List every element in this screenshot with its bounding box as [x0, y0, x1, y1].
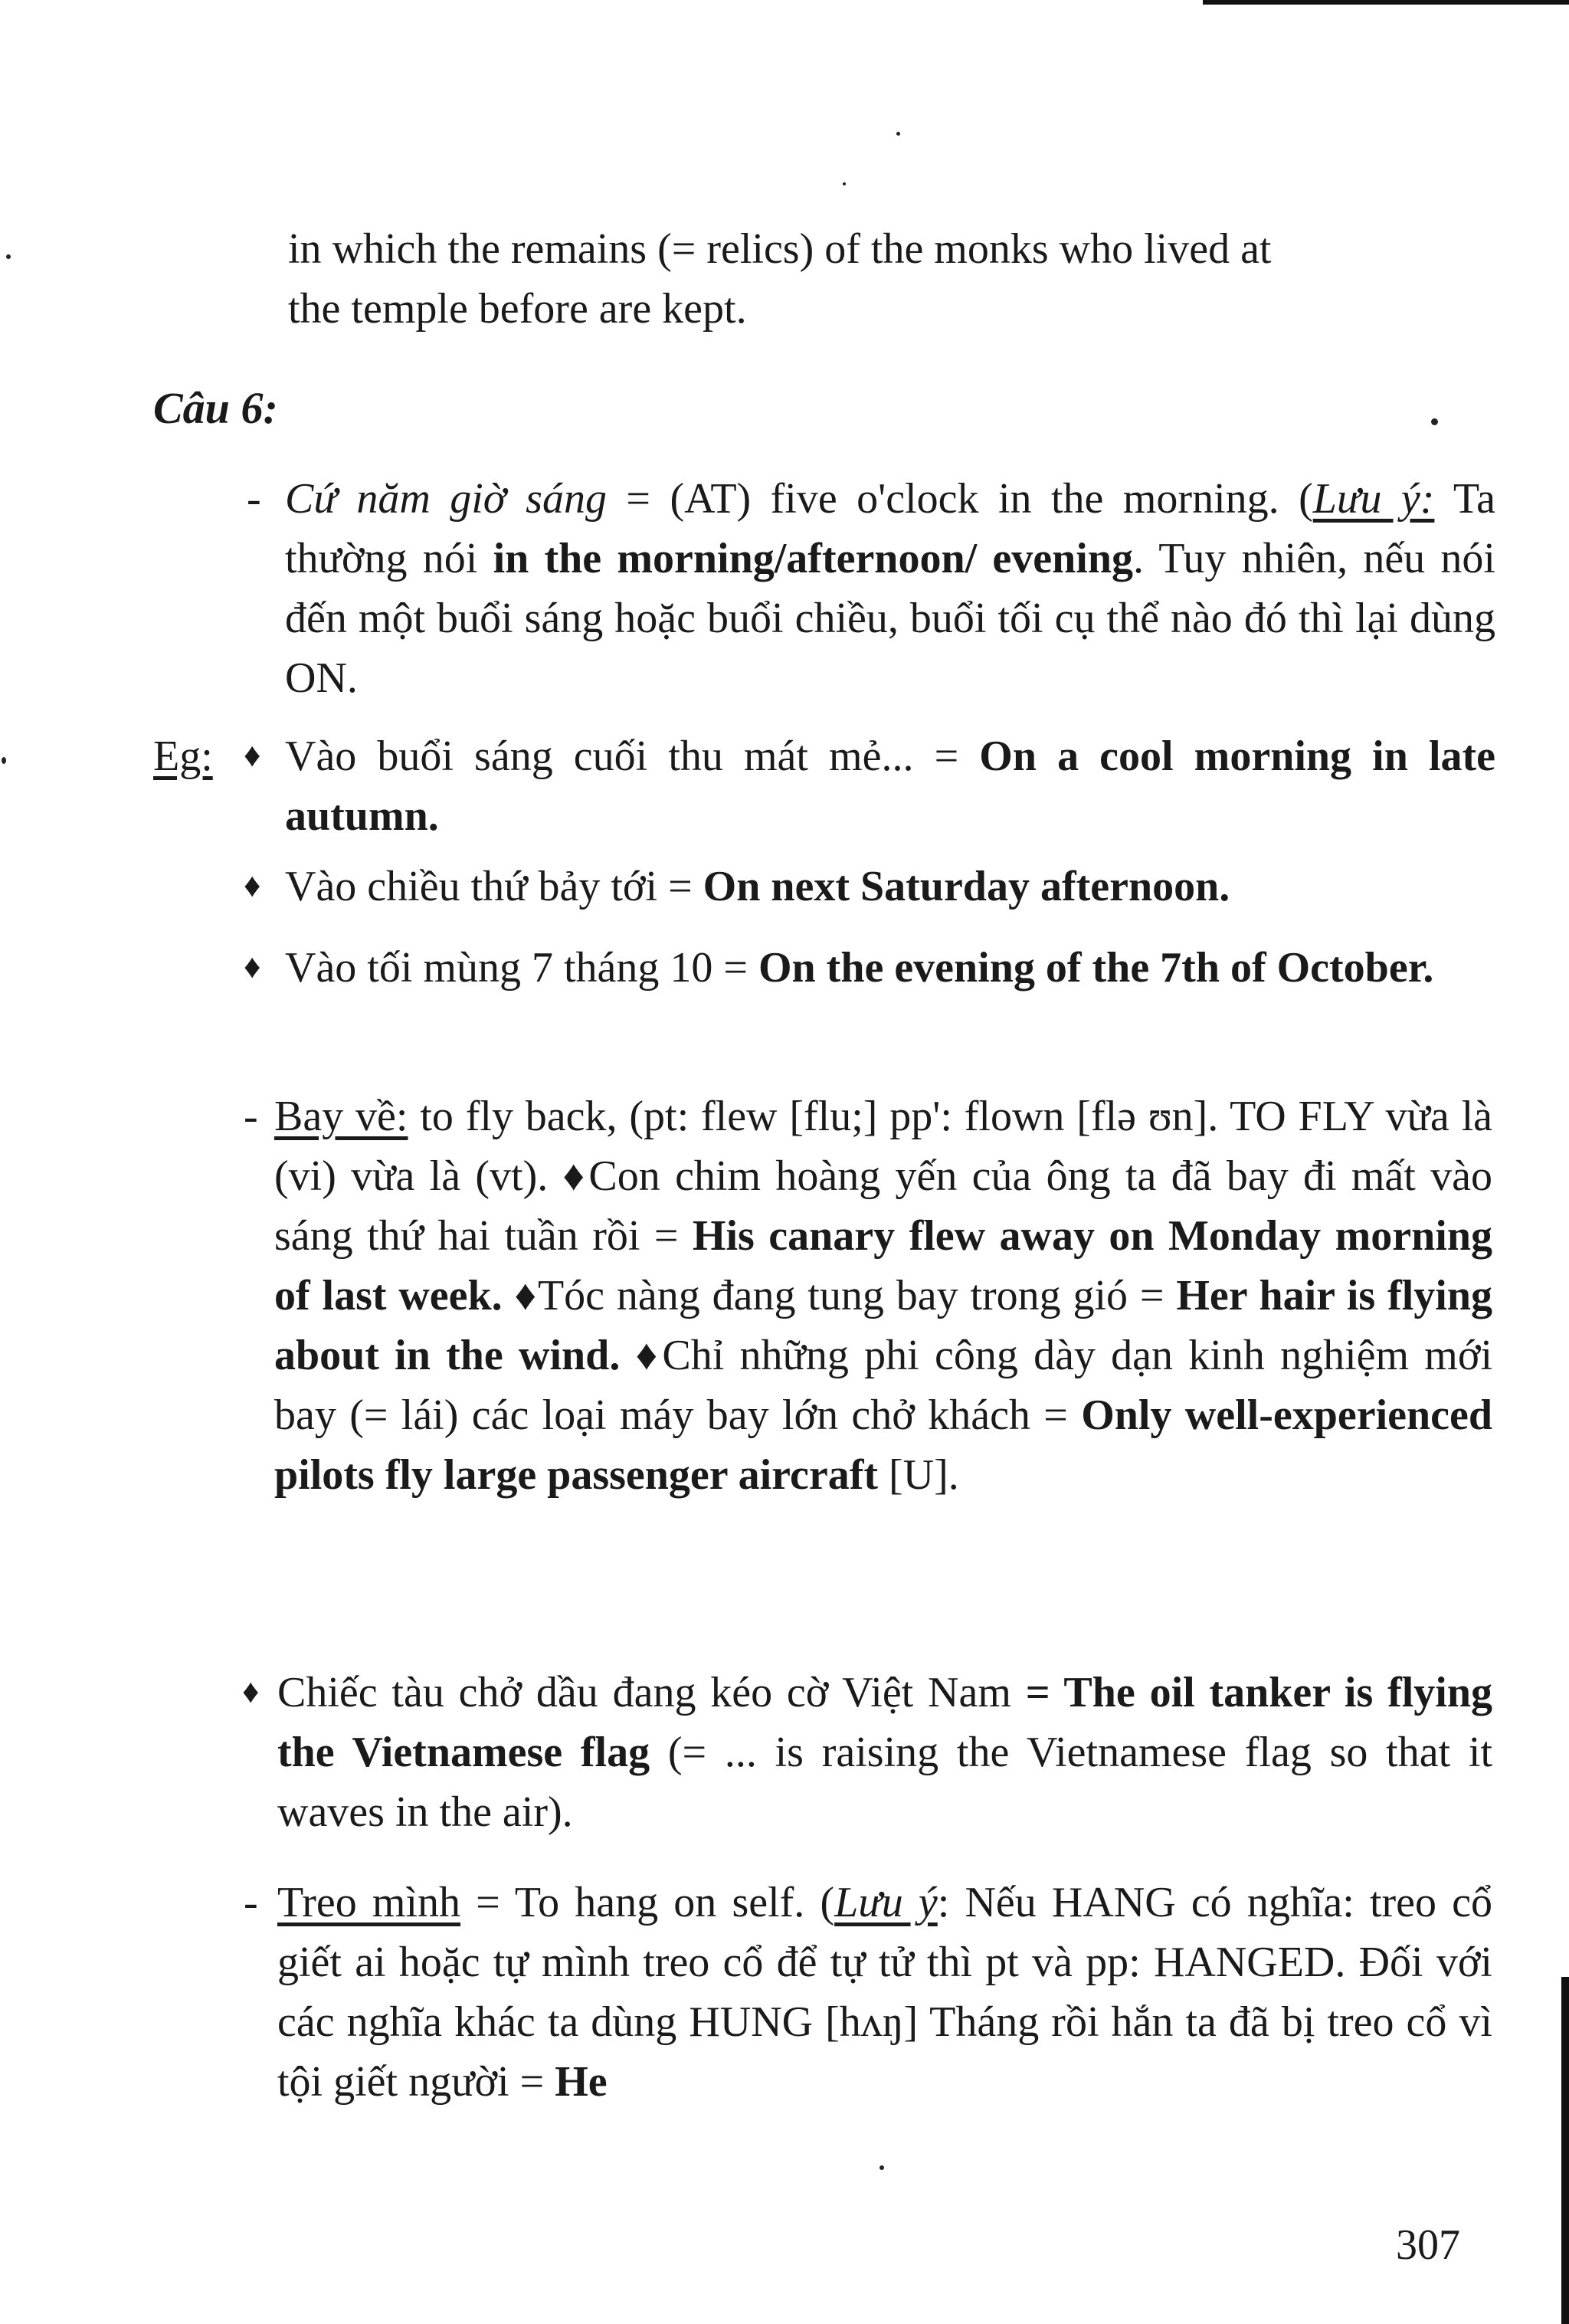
- example-item: [285, 938, 1495, 998]
- scan-top-border: [1203, 0, 1569, 5]
- diamond-bullet-icon: ♦: [502, 1272, 538, 1319]
- text: to fly back, (pt: flew [flu;] pp': flown [flə ʊn]. TO FLY vừa là (vi) vừa là (vt).: [274, 1093, 1492, 1200]
- list-dash: -: [244, 1093, 258, 1140]
- note-label: Lưu ý:: [1312, 475, 1435, 523]
- text: . Tuy nhiên, nếu nói đến một buổi sáng hoặc buổi chiều, buổi tối cụ thể nào đó thì lại dùng ON.: [285, 535, 1495, 702]
- example-item-flag: [277, 1663, 1492, 1842]
- example-item: [285, 726, 1495, 846]
- vi-term: Treo mình: [277, 1879, 461, 1926]
- text: Ta thường nói: [285, 475, 1496, 582]
- list-dash: -: [244, 1879, 258, 1926]
- en-text: Her hair is flying about in the wind.: [274, 1272, 1492, 1379]
- vi-text: Chiếc tàu chở dầu đang kéo cờ Việt Nam: [277, 1669, 1026, 1716]
- text: [U].: [878, 1451, 959, 1499]
- en-text: = The oil tanker is flying the Vietnamese flag: [277, 1669, 1493, 1776]
- intro-line: in which the remains (= relics) of the monks who lived at: [288, 225, 1272, 273]
- scan-right-border: [1561, 1977, 1569, 2324]
- page-number: 307: [1396, 2221, 1460, 2269]
- scan-speck: [2, 757, 6, 764]
- intro-paragraph: [288, 219, 1499, 339]
- en-text: Only well-experienced pilots fly large passenger aircraft: [274, 1391, 1492, 1499]
- entry-paragraph-fly: [274, 1087, 1492, 1505]
- vi-text: Con chim hoàng yến của ông ta đã bay đi mất vào sáng thứ hai tuần rồi =: [274, 1152, 1492, 1260]
- vi-text: Vào chiều thứ bảy tới =: [285, 863, 703, 910]
- diamond-bullet-icon: ♦: [242, 1673, 260, 1710]
- en-text: On a cool morning in late autumn.: [285, 733, 1496, 840]
- text: = (AT) five o'clock in the morning.: [606, 475, 1299, 523]
- text: (: [1299, 475, 1313, 523]
- vi-text: Chỉ những phi công dày dạn kinh nghiệm mới bay (= lái) các loại máy bay lớn chở khách =: [274, 1332, 1493, 1439]
- text: = To hang on self. (: [460, 1879, 835, 1926]
- scan-speck: [879, 2165, 884, 2170]
- en-text: On the evening of the 7th of October.: [758, 944, 1434, 992]
- scan-speck: [6, 254, 11, 259]
- scan-speck: [1431, 418, 1438, 425]
- text: : Nếu HANG có nghĩa: treo cổ giết ai hoặc tự mình treo cổ để tự tử thì pt và pp: HANGED. Đối với các nghĩa khác ta dùng HUNG [hʌŋ] Tháng rồi hắn ta đã bị treo cổ vì tội giết người =: [277, 1879, 1492, 2106]
- question-heading: Câu 6:: [153, 383, 278, 433]
- en-text: He: [555, 2058, 608, 2106]
- en-text: On next Saturday afternoon.: [703, 863, 1230, 910]
- diamond-bullet-icon: ♦: [244, 948, 261, 985]
- diamond-bullet-icon: ♦: [244, 867, 261, 904]
- note-paragraph-time: [285, 469, 1495, 708]
- en-text: His canary flew away on Monday morning of last week.: [274, 1212, 1492, 1319]
- intro-line: the temple before are kept.: [288, 285, 747, 333]
- diamond-bullet-icon: ♦: [244, 736, 261, 774]
- diamond-bullet-icon: ♦: [562, 1152, 589, 1200]
- vi-term: Cứ năm giờ sáng: [285, 475, 607, 523]
- vi-text: Vào buổi sáng cuối thu mát mẻ... =: [285, 733, 980, 780]
- text: (= ... is raising the Vietnamese flag so that it waves in the air).: [277, 1729, 1492, 1836]
- vi-text: Vào tối mùng 7 tháng 10 =: [285, 944, 758, 992]
- vi-term: Bay về:: [274, 1093, 408, 1140]
- entry-paragraph-hang: [277, 1873, 1492, 2112]
- note-label: Lưu ý: [834, 1879, 938, 1926]
- vi-text: Tóc nàng đang tung bay trong gió =: [537, 1272, 1177, 1319]
- example-item: [285, 857, 1495, 916]
- list-dash: -: [247, 475, 261, 523]
- diamond-bullet-icon: ♦: [620, 1332, 663, 1379]
- example-label: Eg:: [153, 733, 213, 780]
- en-phrase: in the morning/afternoon/ evening: [493, 535, 1133, 582]
- scan-speck: [896, 132, 900, 136]
- scan-speck: [843, 182, 846, 185]
